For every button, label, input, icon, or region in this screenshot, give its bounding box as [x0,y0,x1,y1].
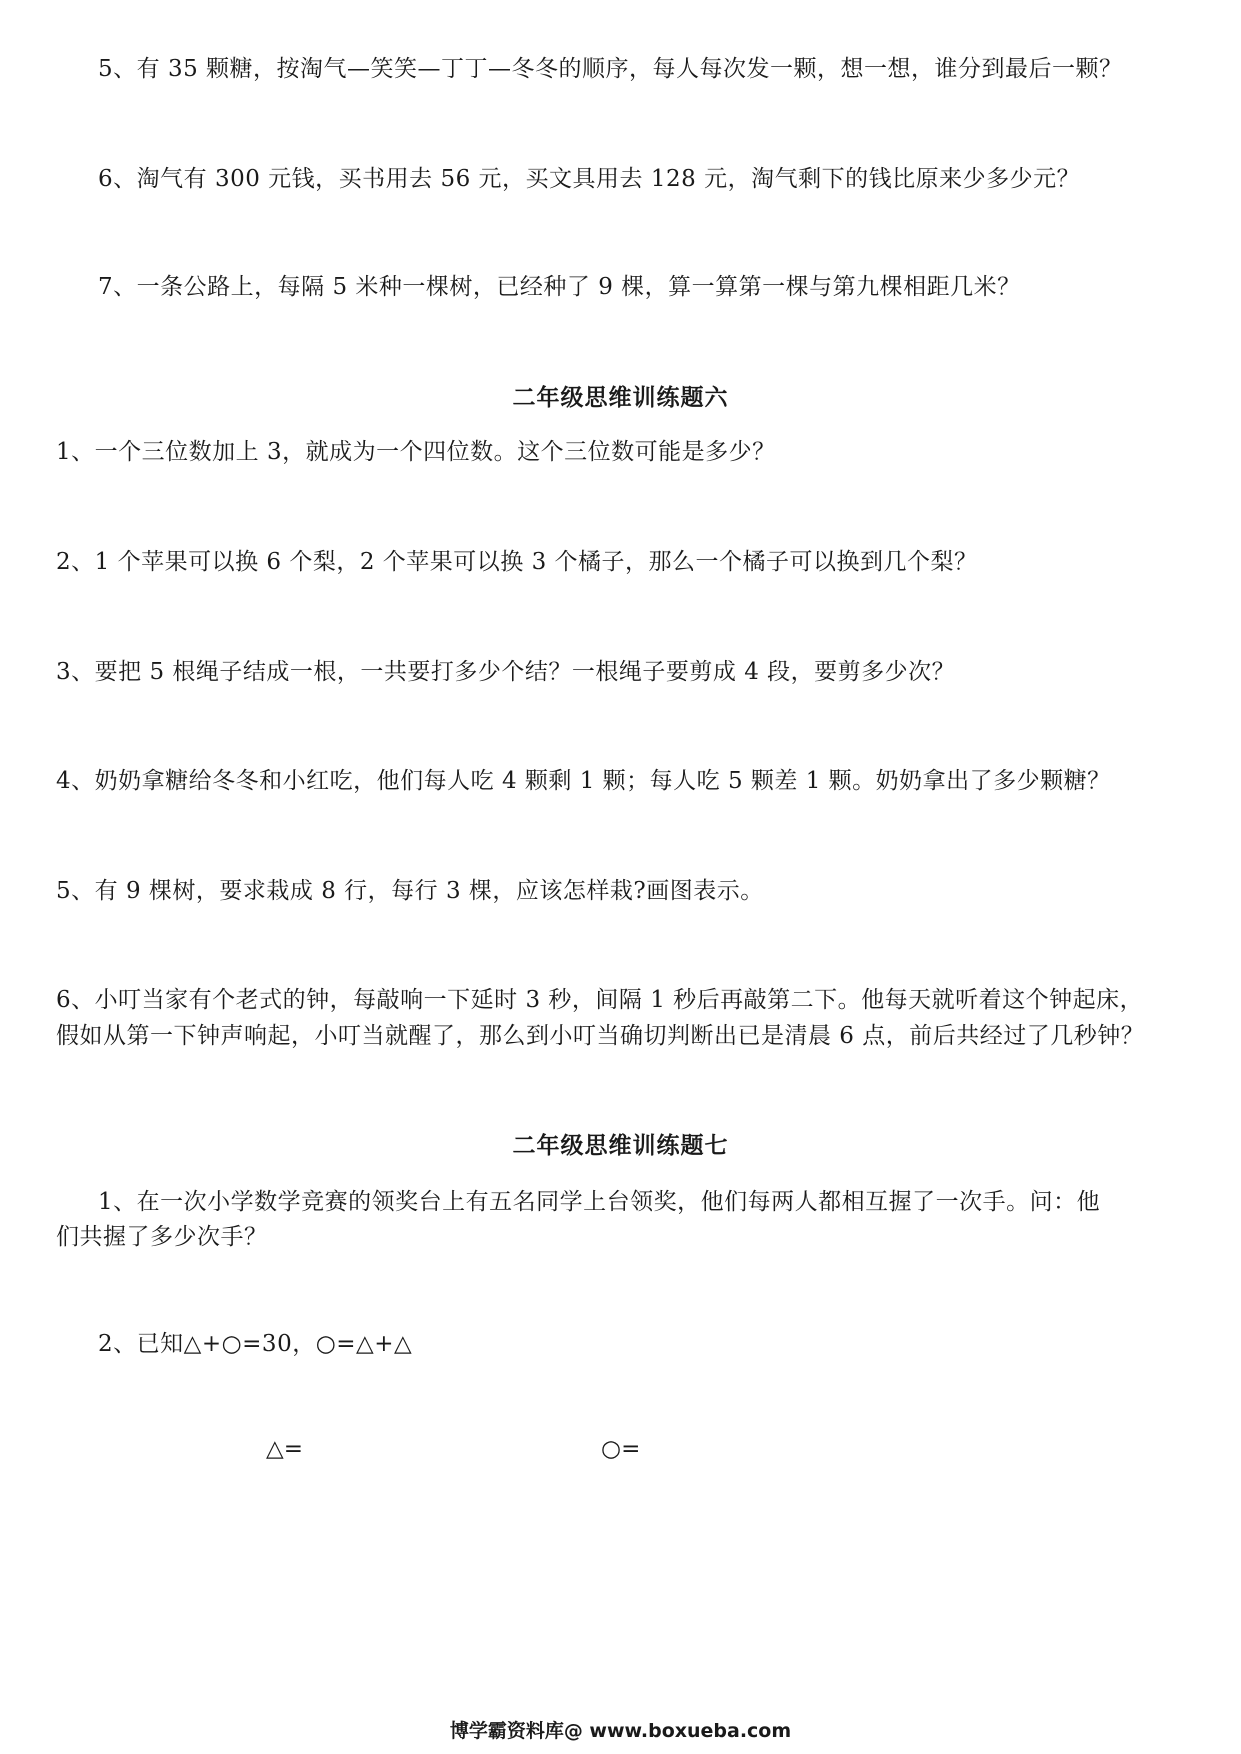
section-7-title: 二年级思维训练题七 [512,1133,729,1159]
s6-question-1: 1、一个三位数加上 3，就成为一个四位数。这个三位数可能是多少？ [56,439,776,465]
s6-question-6-line1: 6、小叮当家有个老式的钟，每敲响一下延时 3 秒，间隔 1 秒后再敲第二下。他每天就听着这个钟起床， [56,987,1144,1013]
s6-question-4: 4、奶奶拿糖给冬冬和小红吃，他们每人吃 4 颗剩 1 颗；每人吃 5 颗差 1 颗。奶奶拿出了多少颗糖？ [56,768,1111,794]
s6-question-3: 3、要把 5 根绳子结成一根，一共要打多少个结？一根绳子要剪成 4 段，要剪多少次？ [56,659,956,685]
s6-question-6-line2: 假如从第一下钟声响起，小叮当就醒了，那么到小叮当确切判断出已是清晨 6 点，前后共经过了几秒钟？ [56,1023,1145,1049]
triangle-answer-blank: △= [266,1436,303,1462]
question-5-candies: 5、有 35 颗糖，按淘气—笑笑—丁丁—冬冬的顺序，每人每次发一颗，想一想，谁分到最后一颗？ [98,56,1123,82]
s6-question-5: 5、有 9 棵树，要求栽成 8 行，每行 3 棵，应该怎样栽?画图表示。 [56,878,764,904]
s7-question-2: 2、已知△+○=30，○=△+△ [98,1331,413,1357]
section-6-title: 二年级思维训练题六 [512,385,729,411]
footer-watermark: 博学霸资料库@ www.boxueba.com [449,1720,792,1742]
s6-question-2: 2、1 个苹果可以换 6 个梨，2 个苹果可以换 3 个橘子，那么一个橘子可以换到几个梨？ [56,549,978,575]
s7-question-1-line2: 们共握了多少次手？ [56,1224,268,1250]
s7-question-1-line1: 1、在一次小学数学竞赛的领奖台上有五名同学上台领奖，他们每两人都相互握了一次手。问：他 [98,1189,1101,1215]
circle-answer-blank: ○= [601,1436,641,1462]
question-7-trees: 7、一条公路上，每隔 5 米种一棵树，已经种了 9 棵，算一算第一棵与第九棵相距几米？ [98,274,1021,300]
question-6-money: 6、淘气有 300 元钱，买书用去 56 元，买文具用去 128 元，淘气剩下的钱比原来少多少元？ [98,166,1081,192]
